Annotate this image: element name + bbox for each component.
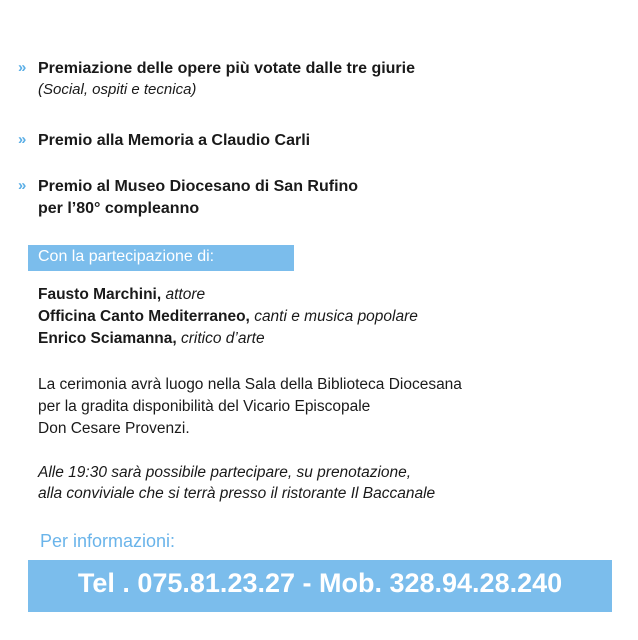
award-title-line2: per l’80° compleanno: [38, 200, 200, 217]
participant-name: Enrico Sciamanna,: [38, 330, 177, 347]
ceremony-line: La cerimonia avrà luogo nella Sala della Biblioteca Diocesana: [38, 376, 462, 393]
info-label: Per informazioni:: [40, 531, 176, 551]
participants-list: [38, 284, 418, 350]
award-title: Premiazione delle opere più votate dalle tre giurie: [38, 60, 415, 77]
chevron-right-icon: »: [18, 131, 26, 148]
award-subtitle: (Social, ospiti e tecnica): [38, 81, 197, 98]
ceremony-line: Don Cesare Provenzi.: [38, 420, 190, 437]
participant-name: Officina Canto Mediterraneo,: [38, 308, 250, 325]
dinner-paragraph: [38, 462, 435, 504]
participant-role: canti e musica popolare: [254, 308, 418, 325]
award-title: Premio alla Memoria a Claudio Carli: [38, 132, 311, 149]
participation-heading-band: [28, 245, 294, 271]
list-item: [18, 130, 310, 152]
list-item: [18, 58, 415, 100]
phone-numbers: Tel . 075.81.23.27 - Mob. 328.94.28.240: [77, 568, 563, 598]
list-item: [18, 176, 358, 220]
ceremony-paragraph: [38, 374, 462, 440]
participant-name: Fausto Marchini,: [38, 286, 162, 303]
phone-bar: [28, 560, 612, 612]
participant: [38, 306, 418, 328]
participant-role: attore: [165, 286, 206, 303]
chevron-right-icon: »: [18, 177, 26, 194]
dinner-line: Alle 19:30 sarà possibile partecipare, su prenotazione,: [38, 464, 412, 481]
ceremony-line: per la gradita disponibilità del Vicario Episcopale: [38, 398, 371, 415]
chevron-right-icon: »: [18, 59, 26, 76]
participation-heading: Con la partecipazione di:: [38, 248, 215, 265]
participant-role: critico d’arte: [181, 330, 265, 347]
dinner-line: alla conviviale che si terrà presso il ristorante Il Baccanale: [38, 485, 436, 502]
participant: [38, 284, 418, 306]
award-title-line1: Premio al Museo Diocesano di San Rufino: [38, 178, 359, 195]
participant: [38, 328, 418, 350]
